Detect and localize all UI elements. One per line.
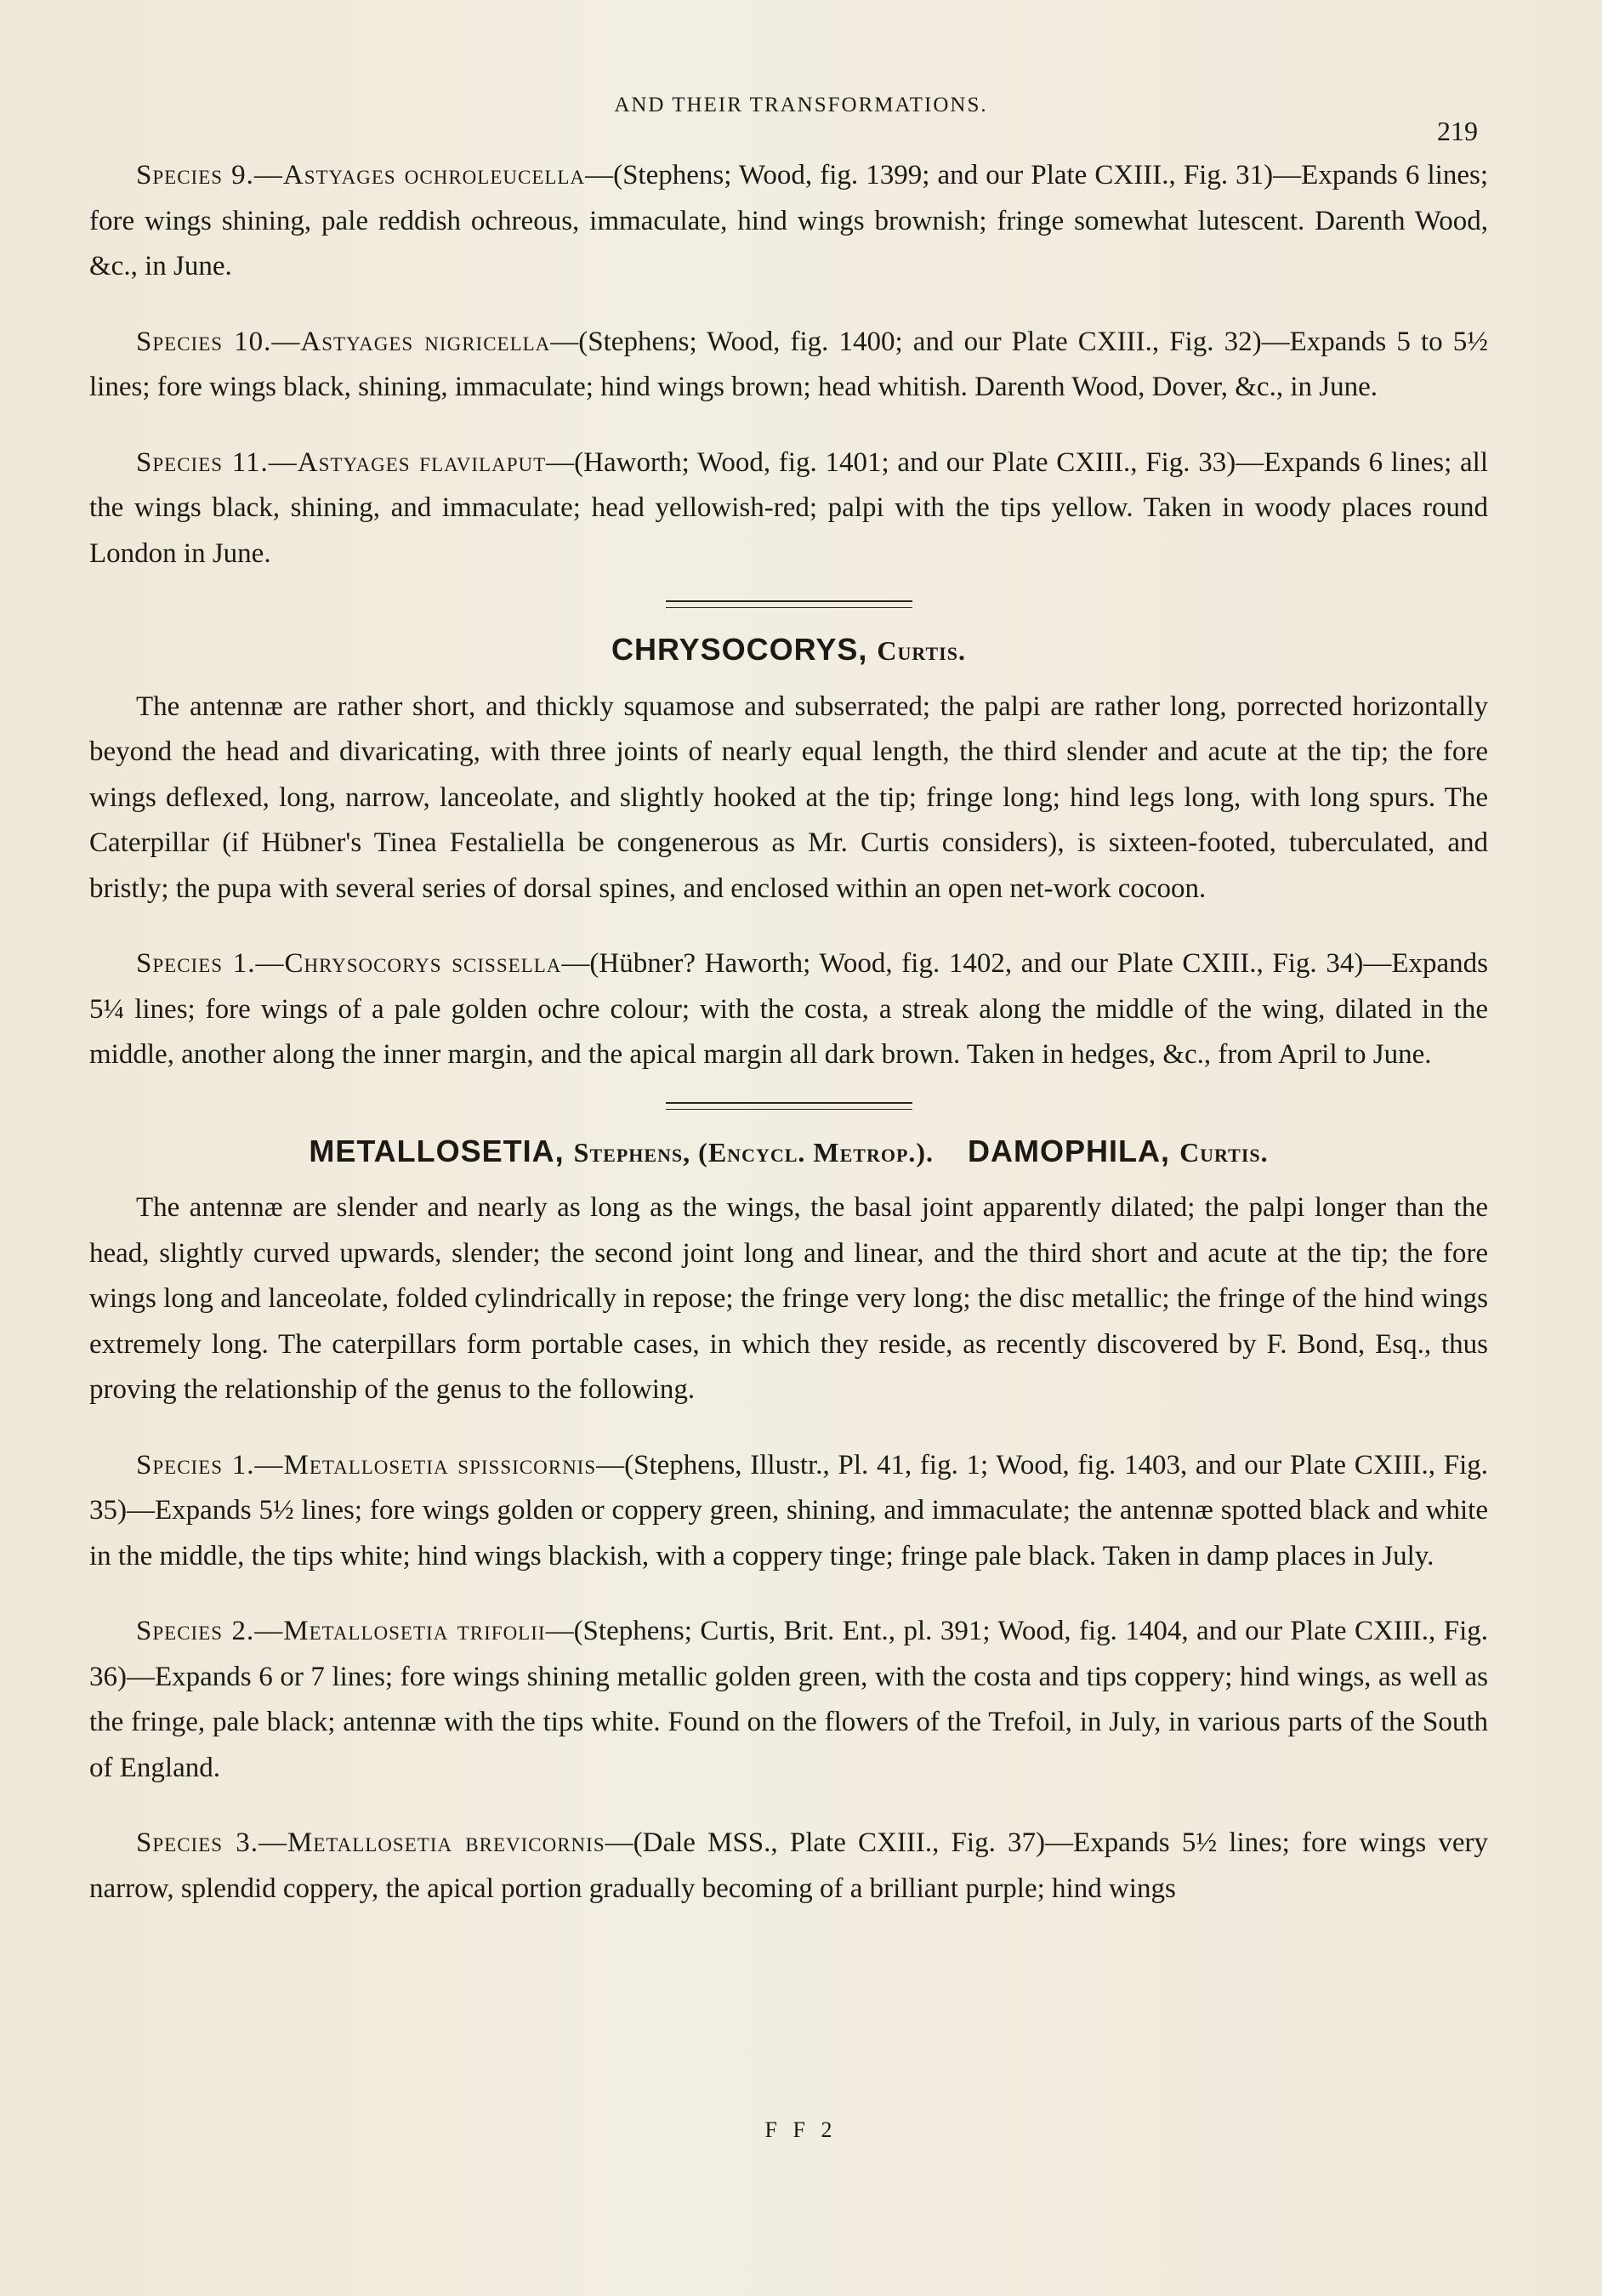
running-head: AND THEIR TRANSFORMATIONS. bbox=[614, 94, 988, 117]
damophila-genus: DAMOPHILA, bbox=[968, 1133, 1171, 1168]
species-9-entry bbox=[89, 153, 1488, 290]
chrysocorys-description: The antennæ are rather short, and thickly squamose and subserrated; the palpi are rather long, porrected horizontally beyond the head and divaricating, with three joints of nearly equal length, the third slender and acute at the tip; the fore wings deflexed, long, narrow, lanceolate, and slightly hooked at the tip; fringe long; hind legs long, with long spurs. The Caterpillar (if Hübner's Tinea Festaliella be congenerous as Mr. Curtis considers), is sixteen-footed, tuberculated, and bristly; the pupa with several series of dorsal spines, and enclosed within an open net-work cocoon. bbox=[89, 691, 1488, 904]
species-10-text: —(Stephens; Wood, fig. 1400; and our Plate CXIII., Fig. 32)—Expands 5 to 5½ lines; fore wings black, shining, immaculate; hind wings brown; head whitish. Darenth Wood, Dover, &c., in June. bbox=[89, 326, 1488, 402]
chrysocorys-species-1-text: —(Hübner? Haworth; Wood, fig. 1402, and our Plate CXIII., Fig. 34)—Expands 5¼ lines; fore wings of a pale golden ochre colour; with the costa, a streak along the middle of the wing, dilated in the middle, another along the inner margin, and the apical margin all dark brown. Taken in hedges, &c., from April to June. bbox=[89, 948, 1488, 1070]
species-9-label: Species 9.—Astyages ochroleucella bbox=[136, 160, 586, 190]
chrysocorys-heading bbox=[89, 627, 1488, 674]
metallosetia-species-3-entry bbox=[89, 1821, 1488, 1912]
metallosetia-species-2-text: —(Stephens; Curtis, Brit. Ent., pl. 391; Wood, fig. 1404, and our Plate CXIII., Fig. 36)—Expands 6 or 7 lines; fore wings shining metallic golden green, with the costa and tips coppery; hind wings, as well as the fringe, pale black; antennæ with the tips white. Found on the flowers of the Trefoil, in July, in various parts of the South of England. bbox=[89, 1616, 1488, 1783]
metallosetia-heading-main bbox=[309, 1128, 934, 1176]
chrysocorys-species-1-entry bbox=[89, 941, 1488, 1078]
section-divider bbox=[666, 600, 912, 608]
damophila-author: Curtis. bbox=[1179, 1136, 1269, 1168]
chrysocorys-genus: CHRYSOCORYS, bbox=[611, 632, 868, 667]
metallosetia-species-2-entry bbox=[89, 1609, 1488, 1791]
metallosetia-description: The antennæ are slender and nearly as long as the wings, the basal joint apparently dilated; the palpi longer than the head, slightly curved upwards, slender; the second joint long and linear, and the third short and acute at the tip; the fore wings long and lanceolate, folded cylindrically in repose; the fringe very long; the disc metallic; the fringe of the hind wings extremely long. The caterpillars form portable cases, in which they reside, as recently discovered by F. Bond, Esq., thus proving the relationship of the genus to the following. bbox=[89, 1192, 1488, 1405]
section-divider bbox=[666, 1102, 912, 1110]
species-11-text: —(Haworth; Wood, fig. 1401; and our Plate CXIII., Fig. 33)—Expands 6 lines; all the wings black, shining, and immaculate; head yellowish-red; palpi with the tips yellow. Taken in woody places round London in June. bbox=[89, 446, 1488, 569]
species-9-text: —(Stephens; Wood, fig. 1399; and our Plate CXIII., Fig. 31)—Expands 6 lines; fore wings shining, pale reddish ochreous, immaculate, hind wings brownish; fringe somewhat lutescent. Darenth Wood, &c., in June. bbox=[89, 160, 1488, 281]
metallosetia-species-3-text: —(Dale MSS., Plate CXIII., Fig. 37)—Expands 5½ lines; fore wings very narrow, splendid coppery, the apical portion gradually becoming of a brilliant purple; hind wings bbox=[89, 1827, 1488, 1904]
metallosetia-species-1-text: —(Stephens, Illustr., Pl. 41, fig. 1; Wood, fig. 1403, and our Plate CXIII., Fig. 35)—Expands 5½ lines; fore wings golden or coppery green, shining, and immaculate; the antennæ spotted black and white in the middle, the tips white; hind wings blackish, with a coppery tinge; fringe pale black. Taken in damp places in July. bbox=[89, 1449, 1488, 1571]
species-10-entry bbox=[89, 320, 1488, 411]
metallosetia-species-3-label: Species 3.—Metallosetia brevicornis bbox=[136, 1827, 605, 1858]
chrysocorys-author: Curtis. bbox=[877, 635, 966, 666]
body-text bbox=[89, 153, 1488, 1912]
metallosetia-heading bbox=[89, 1128, 1488, 1176]
metallosetia-species-1-entry bbox=[89, 1443, 1488, 1580]
metallosetia-species-1-label: Species 1.—Metallosetia spissicornis bbox=[136, 1449, 597, 1480]
species-11-entry bbox=[89, 440, 1488, 577]
metallosetia-genus: METALLOSETIA, bbox=[309, 1133, 565, 1168]
species-11-label: Species 11.—Astyages flavilaput bbox=[136, 446, 547, 478]
page-number: 219 bbox=[1437, 116, 1478, 146]
chrysocorys-species-1-label: Species 1.—Chrysocorys scissella bbox=[136, 948, 562, 979]
signature-mark: F F 2 bbox=[764, 2117, 838, 2142]
damophila-heading bbox=[968, 1128, 1269, 1176]
species-10-label: Species 10.—Astyages nigricella bbox=[136, 326, 551, 357]
metallosetia-author: Stephens, (Encycl. Metrop.). bbox=[573, 1136, 934, 1168]
metallosetia-species-2-label: Species 2.—Metallosetia trifolii bbox=[136, 1616, 546, 1646]
